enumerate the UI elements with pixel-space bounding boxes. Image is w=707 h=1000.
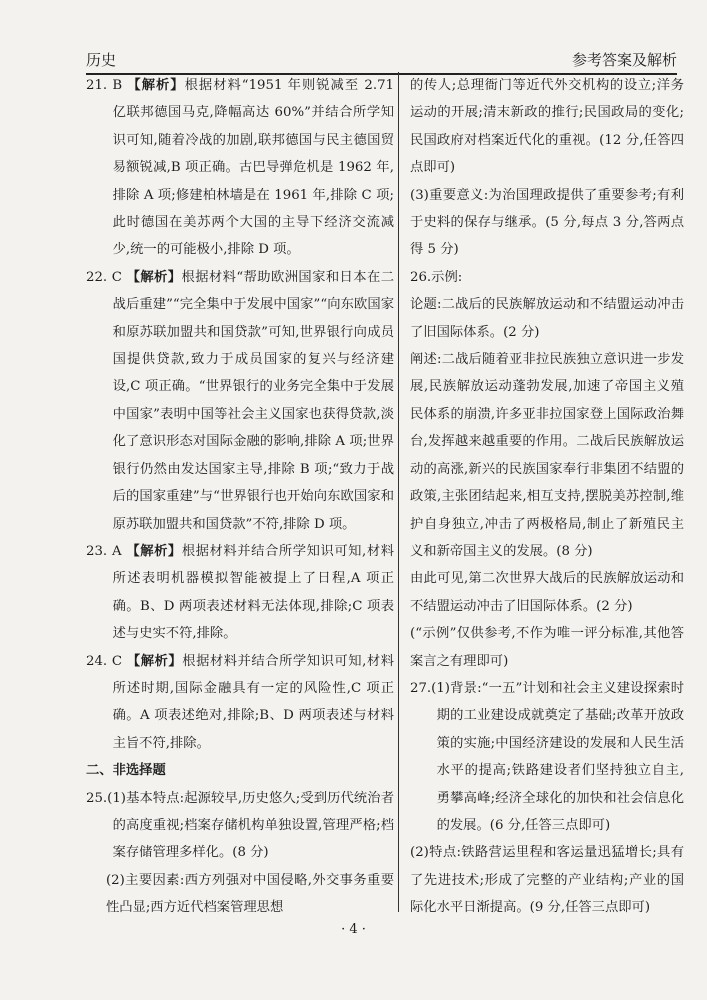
answer-27-part1: [410, 675, 684, 839]
analysis-tag: 【解析】: [126, 543, 182, 559]
answer-25-part3: (3)重要意义:为治国理政提供了重要参考;有利于史料的保存与继承。(5 分,每点 3 分,答两点得 5 分): [410, 187, 684, 258]
right-column: [404, 72, 684, 922]
answer-25-part1: [86, 785, 394, 867]
answer-21-number: 21. B: [86, 78, 123, 93]
answer-22: [86, 264, 394, 538]
answer-25-part1-text: (1)基本特点:起源较早,历史悠久;受到历代统治者的高度重视;档案存储机构单独设置,管理严格;档案存储管理多样化。(8 分): [107, 790, 394, 861]
left-column: [86, 72, 400, 922]
answer-26-example-label: 示例:: [431, 269, 463, 285]
answer-23: [86, 538, 394, 648]
page-number: · 4 ·: [341, 922, 366, 937]
section-title: 参考答案及解析: [571, 51, 677, 69]
answer-24-text: 根据材料并结合所学知识可知,材料所述时期,国际金融具有一定的风险性,C 项正确。A 项表述绝对,排除;B、D 两项表述与材料主旨不符,排除。: [112, 653, 395, 751]
answer-25-part2: (2)主要因素:西方列强对中国侵略,外交事务重要性凸显;西方近代档案管理思想: [105, 872, 394, 916]
answer-24: [86, 648, 394, 758]
answer-26-note: (“示例”仅供参考,不作为唯一评分标准,其他答案言之有理即可): [410, 626, 684, 669]
analysis-tag: 【解析】: [127, 78, 185, 93]
answer-26-number: 26.: [410, 269, 432, 285]
answer-26-label: [410, 264, 684, 291]
answer-25-part2-cont: 的传人;总理衙门等近代外交机构的设立;洋务运动的开展;清末新政的推行;民国政局的变化;民国政府对档案近代化的重视。(12 分,任答四点即可): [410, 78, 684, 176]
analysis-tag: 【解析】: [126, 269, 182, 285]
answer-27-part1-text: (1)背景:“一五”计划和社会主义建设探索时期的工业建设成就奠定了基础;改革开放政策的实施;中国经济建设的发展和人民生活水平的提高;铁路建设者们坚持独立自主,勇攀高峰;经济全球化的加快和社会信息化的发展。(6 分,任答三点即可): [431, 680, 684, 833]
subject-title: 历史: [86, 51, 117, 69]
answer-22-text: 根据材料“帮助欧洲国家和日本在二战后重建”“完全集中于发展中国家”“向东欧国家和原苏联加盟共和国贷款”可知,世界银行向成员国提供贷款,致力于成员国家的复兴与经济建设,C 项正确。“世界银行的业务完全集中于发展中国家”表明中国等社会主义国家也获得贷款,淡化了意识形态对国际金融的影响,排除 A 项;世界银行仍然由发达国家主导,排除 B 项;“致力于战后的国家重建”与“世界银行也开始向东欧国家和原苏联加盟共和国贷款”不符,排除 D 项。: [112, 269, 394, 532]
answer-26-argument: 阐述:二战后随着亚非拉民族独立意识进一步发展,民族解放运动蓬勃发展,加速了帝国主义殖民体系的崩溃,许多亚非拉国家登上国际政治舞台,发挥越来越重要的作用。二战后民族解放运动的高涨,新兴的民族国家奉行非集团不结盟的政策,主张团结起来,相互支持,摆脱美苏控制,维护自身独立,冲击了两极格局,制止了新殖民主义和新帝国主义的发展。(8 分): [410, 352, 684, 559]
page-header: [86, 46, 677, 75]
section-heading: 二、非选择题: [86, 763, 166, 779]
answer-21: [86, 72, 394, 264]
answer-22-number: 22. C: [86, 269, 122, 285]
answer-27-number: 27.: [410, 680, 432, 696]
answer-23-number: 23. A: [86, 543, 122, 559]
answer-21-text: 根据材料“1951 年则锐减至 2.71 亿联邦德国马克,降幅高达 60%”并结合所学知识可知,随着冷战的加剧,联邦德国与民主德国贸易额锐减,B 项正确。古巴导弹危机是 1962 年,排除 A 项;修建柏林墙是在 1961 年,排除 C 项;此时德国在美苏两个大国的主导下经济交流减少,统一的可能极小,排除 D 项。: [112, 78, 394, 258]
answer-26-thesis: 论题:二战后的民族解放运动和不结盟运动冲击了旧国际体系。(2 分): [410, 297, 684, 340]
answer-26-conclusion: 由此可见,第二次世界大战后的民族解放运动和不结盟运动冲击了旧国际体系。(2 分): [410, 571, 684, 614]
answer-27-part2: (2)特点:铁路营运里程和客运量迅猛增长;具有了先进技术;形成了完整的产业结构;产业的国际化水平日渐提高。(9 分,任答三点即可): [410, 845, 684, 916]
answer-24-number: 24. C: [86, 653, 123, 669]
analysis-tag: 【解析】: [126, 653, 183, 669]
answer-25-number: 25.: [86, 790, 108, 806]
answer-23-text: 根据材料并结合所学知识可知,材料所述表明机器模拟智能被提上了日程,A 项正确。B、D 两项表述材料无法体现,排除;C 项表述与史实不符,排除。: [112, 543, 394, 642]
